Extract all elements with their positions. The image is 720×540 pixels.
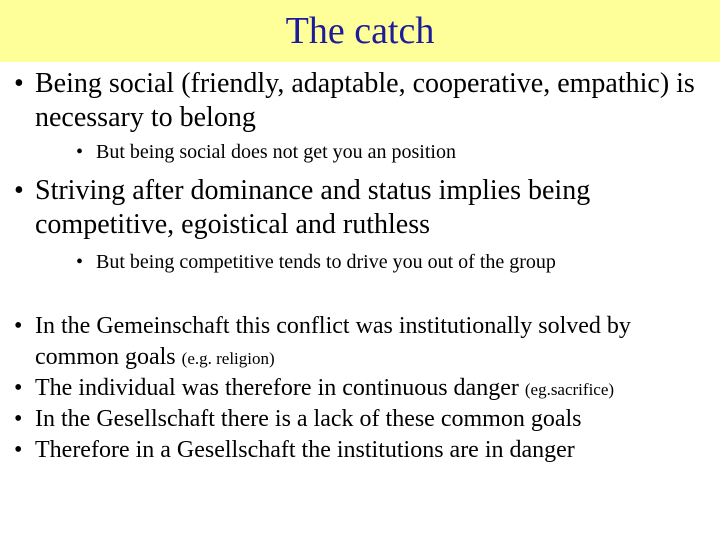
- slide-title: The catch: [285, 10, 435, 52]
- bullet-dot: •: [14, 406, 23, 432]
- conclusion-1: [14, 311, 714, 374]
- bullet-dot: •: [76, 251, 84, 273]
- conclusion-2-main: The individual was therefore in continuous danger: [35, 375, 519, 401]
- bullet-dot: •: [14, 437, 23, 463]
- conclusion-3: [14, 404, 714, 435]
- bullet-1: [14, 67, 714, 135]
- sub-bullet-2-text: But being competitive tends to drive you out of the group: [96, 251, 556, 273]
- conclusion-2: [14, 373, 714, 405]
- bullet-dot: •: [14, 313, 23, 339]
- sub-bullet-2: [76, 250, 716, 274]
- sub-bullet-1: [76, 140, 716, 164]
- conclusion-4-text: Therefore in a Gesellschaft the institutions are in danger: [35, 437, 575, 463]
- conclusion-2-note: (eg.sacrifice): [524, 380, 615, 399]
- conclusion-4: [14, 435, 714, 466]
- conclusion-1-text: [35, 311, 714, 374]
- conclusion-2-text: [35, 373, 714, 405]
- bullet-dot: •: [14, 375, 23, 401]
- bullet-2-text: Striving after dominance and status implies being competitive, egoistical and ruthless: [35, 175, 591, 240]
- conclusion-1-main: In the Gemeinschaft this conflict was institutionally solved by common goals: [35, 313, 631, 370]
- conclusion-3-text: In the Gesellschaft there is a lack of these common goals: [35, 406, 582, 432]
- conclusion-1-note: (e.g. religion): [181, 349, 275, 368]
- bullet-dot: •: [14, 68, 24, 99]
- bullet-1-text: Being social (friendly, adaptable, cooperative, empathic) is necessary to belong: [35, 68, 695, 133]
- bullet-2: [14, 174, 714, 242]
- bullet-dot: •: [14, 175, 24, 206]
- bullet-dot: •: [76, 141, 84, 163]
- sub-bullet-1-text: But being social does not get you an position: [96, 141, 456, 163]
